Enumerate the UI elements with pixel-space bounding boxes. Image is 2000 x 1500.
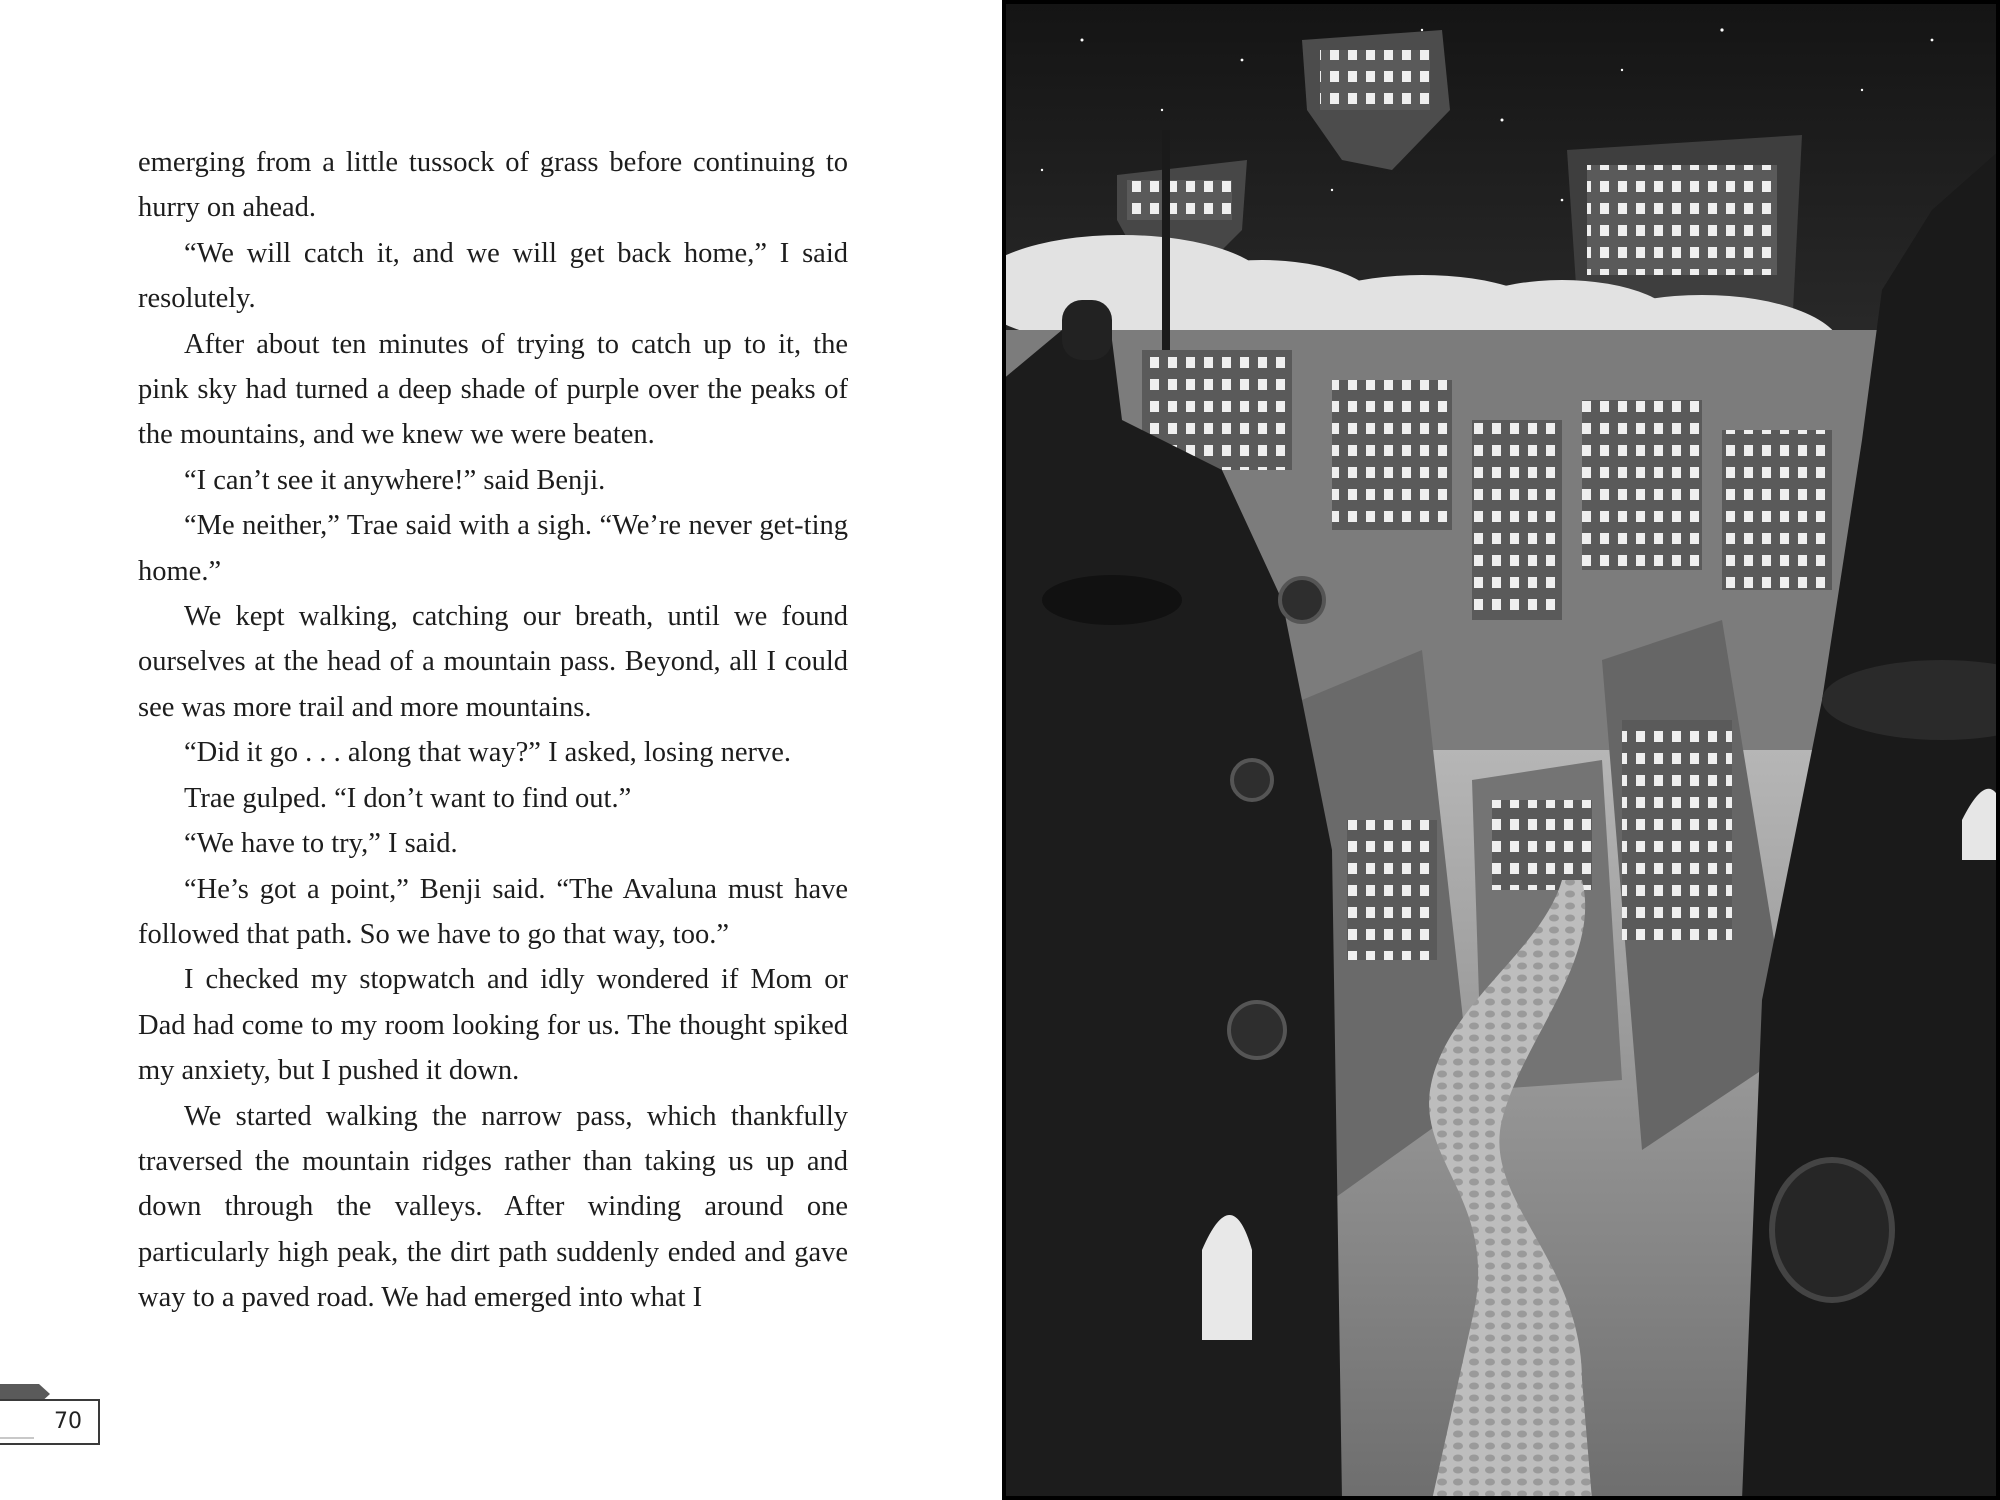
paragraph: “We will catch it, and we will get back home,” I said resolutely. bbox=[138, 237, 848, 315]
paragraph: “Me neither,” Trae said with a sigh. “We’re never get-ting home.” bbox=[138, 510, 848, 587]
page-number: 70 bbox=[54, 1409, 82, 1434]
paragraph: “He’s got a point,” Benji said. “The Avaluna must have followed that path. So we have to go that way, too.” bbox=[138, 873, 848, 950]
paragraph: emerging from a little tussock of grass before continuing to hurry on ahead. bbox=[138, 147, 848, 224]
paragraph: Trae gulped. “I don’t want to find out.” bbox=[184, 782, 632, 814]
paragraph: We started walking the narrow pass, which thankfully traversed the mountain ridges rather than taking us up and down through the valleys. After winding around one particularly high peak, the dirt path suddenly ended and gave way to a paved road. We had emerged into what I bbox=[138, 1100, 848, 1314]
illustration-art bbox=[1002, 0, 2000, 1500]
paragraph: “We have to try,” I said. bbox=[184, 828, 458, 860]
page-folio bbox=[0, 1384, 104, 1448]
paragraph: We kept walking, catching our breath, until we found ourselves at the head of a mountain pass. Beyond, all I could see was more trail and more mountains. bbox=[138, 601, 848, 723]
folio-rule bbox=[0, 1437, 34, 1439]
paragraph: After about ten minutes of trying to catch up to it, the pink sky had turned a deep shade of purple over the peaks of the mountains, and we knew we were beaten. bbox=[138, 328, 848, 451]
paragraph: I checked my stopwatch and idly wondered if Mom or Dad had come to my room looking for us. The thought spiked my anxiety, but I pushed it down. bbox=[138, 964, 848, 1087]
folio-box bbox=[0, 1399, 100, 1445]
paragraph: “Did it go . . . along that way?” I asked, losing nerve. bbox=[184, 737, 792, 769]
body-text bbox=[138, 140, 848, 1321]
city-illustration bbox=[1002, 0, 2000, 1500]
paragraph: “I can’t see it anywhere!” said Benji. bbox=[184, 464, 606, 496]
